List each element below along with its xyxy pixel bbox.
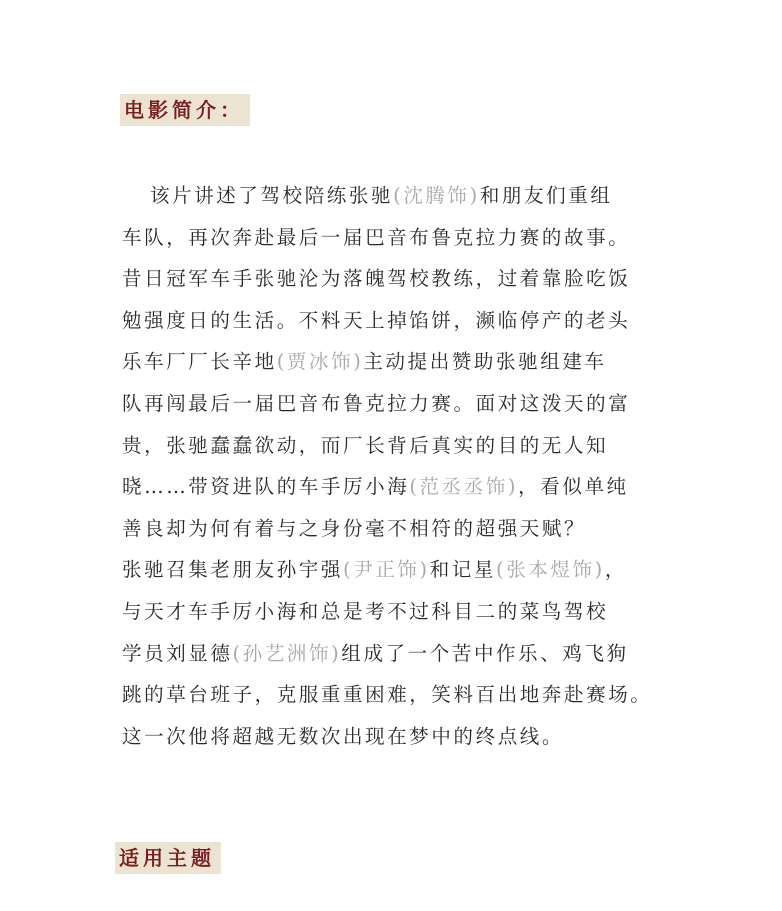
synopsis-line [122,300,670,342]
synopsis-line [122,383,670,425]
synopsis-text: 主动提出赞助张驰组建车 [363,350,607,374]
synopsis-line [122,508,670,550]
synopsis-text: 组成了一个苦中作乐、鸡飞狗 [341,641,629,665]
synopsis-line [122,175,670,217]
synopsis-text: 勉强度日的生活。不料天上掉馅饼，濒临停产的老头 [122,308,631,332]
synopsis-paragraph [122,175,670,757]
synopsis-line [122,549,670,591]
section-heading-theme: 适用主题 [115,842,221,874]
synopsis-line [122,674,670,716]
section-heading-synopsis: 电影简介： [120,94,250,126]
synopsis-text: 车队，再次奔赴最后一届巴音布鲁克拉力赛的故事。 [122,225,631,249]
synopsis-text: ，看似单纯 [518,475,629,499]
actor-credit: (张本煜饰) [496,558,605,582]
synopsis-line [122,425,670,467]
actor-credit: (沈腾饰) [393,184,480,207]
synopsis-text: 和记星 [429,558,497,582]
synopsis-text: 晓……带资进队的车手厉小海 [122,475,410,499]
synopsis-text: 和朋友们重组 [479,184,613,207]
synopsis-text: ， [604,558,627,582]
synopsis-text: 贵，张驰蠢蠢欲动，而厂长背后真实的目的无人知 [122,433,609,457]
synopsis-line [122,217,670,259]
synopsis-text: 这一次他将超越无数次出现在梦中的终点线。 [122,724,565,748]
synopsis-text: 张驰召集老朋友孙宇强 [122,558,344,582]
synopsis-line [122,633,670,675]
synopsis-line [122,591,670,633]
synopsis-text: 与天才车手厉小海和总是考不过科目二的菜鸟驾校 [122,599,609,623]
actor-credit: (孙艺洲饰) [232,641,342,665]
actor-credit: (尹正饰) [343,558,430,582]
synopsis-line [122,258,670,300]
actor-credit: (范丞丞饰) [409,475,519,499]
synopsis-line [122,466,670,508]
actor-credit: (贾冰饰) [276,350,364,374]
synopsis-text: 乐车厂厂长辛地 [122,350,277,374]
synopsis-text: 跳的草台班子，克服重重困难，笑料百出地奔赴赛场。 [122,683,653,707]
synopsis-line [122,341,670,383]
synopsis-text: 学员刘显德 [122,641,233,665]
synopsis-text: 善良却为何有着与之身份毫不相符的超强天赋？ [122,516,587,540]
synopsis-text: 队再闯最后一届巴音布鲁克拉力赛。面对这泼天的富 [122,391,631,415]
synopsis-line [122,716,670,758]
synopsis-text: 昔日冠军车手张驰沦为落魄驾校教练，过着靠脸吃饭 [122,267,631,291]
synopsis-text: 该片讲述了驾校陪练张驰 [150,184,394,207]
